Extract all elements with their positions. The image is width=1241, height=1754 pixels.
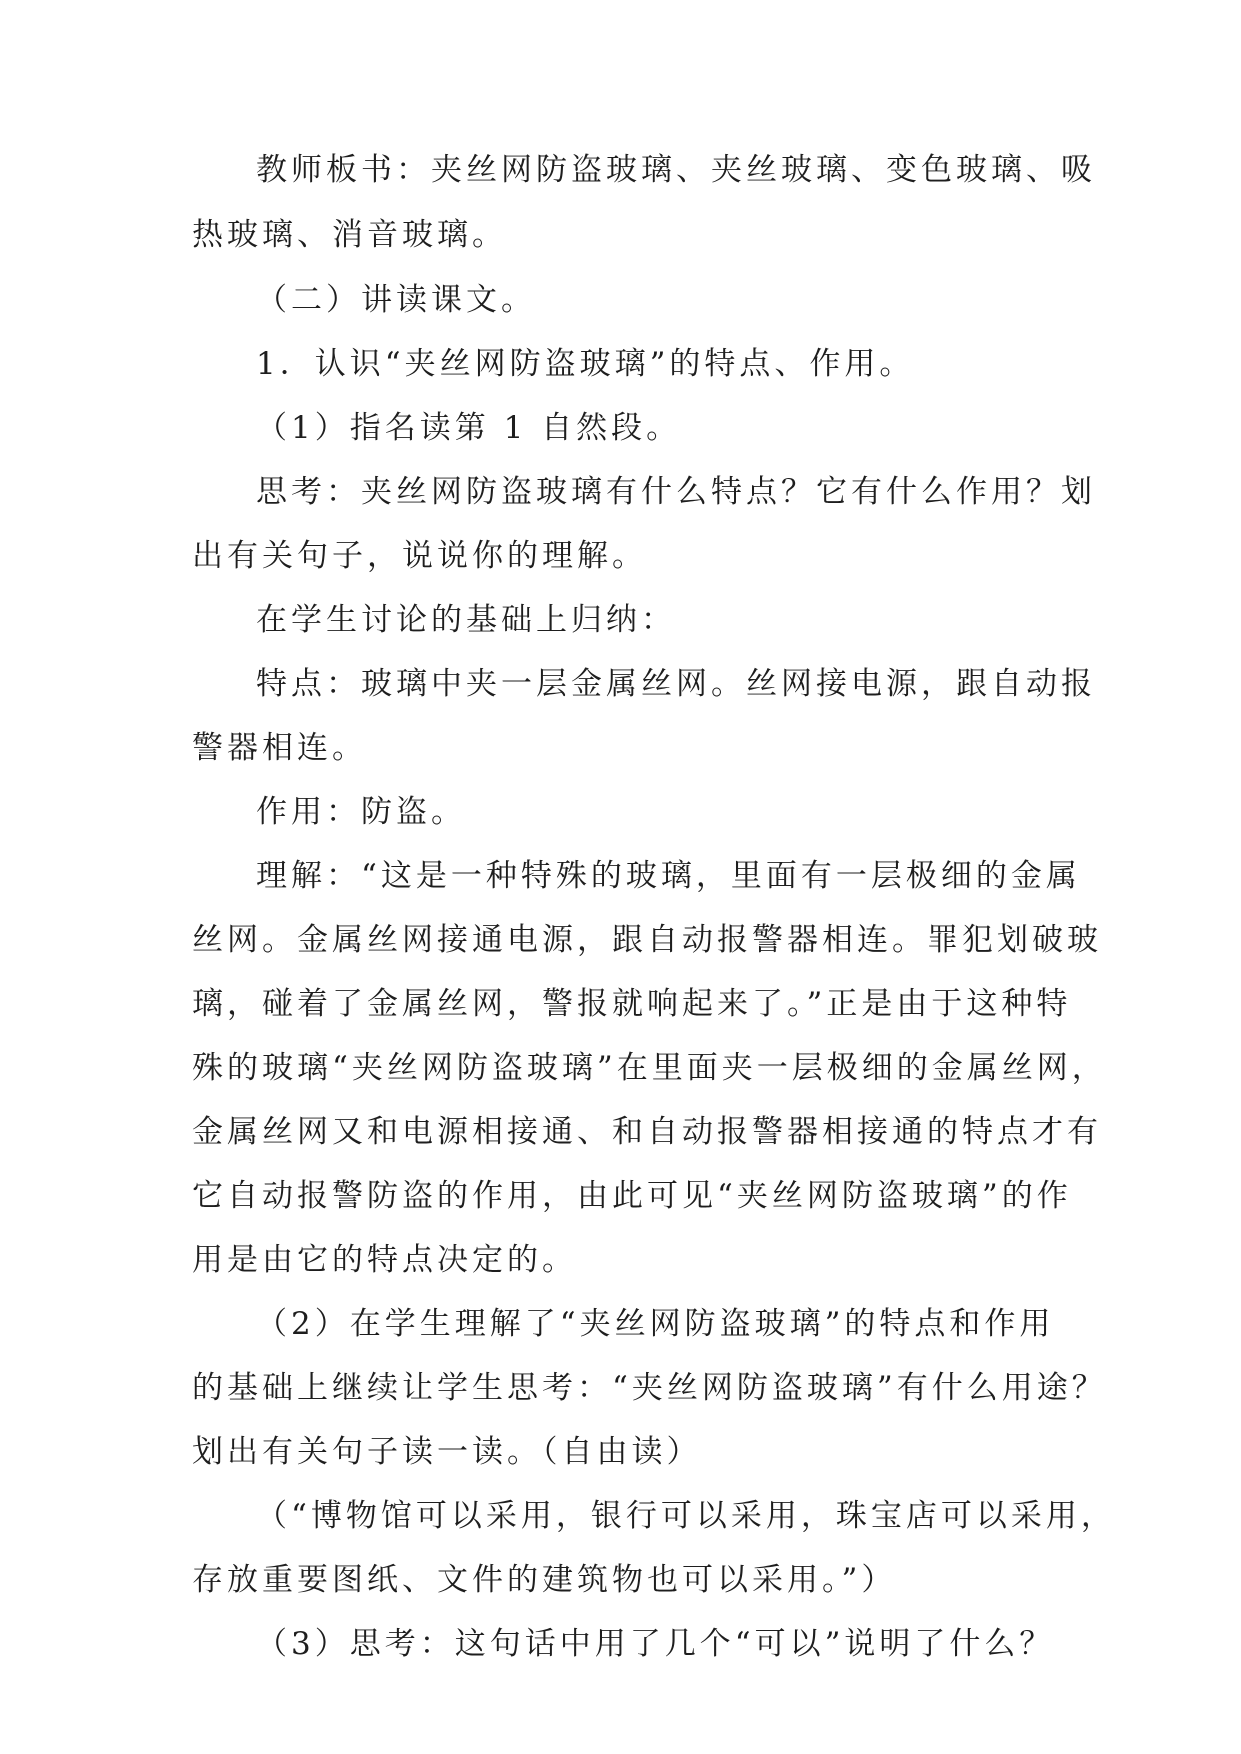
text-line: 特点：玻璃中夹一层金属丝网。丝网接电源，跟自动报 <box>256 666 1096 702</box>
text-line: 热玻璃、消音玻璃。 <box>192 217 507 253</box>
text-line: （3）思考：这句话中用了几个“可以”说明了什么？ <box>256 1626 1055 1662</box>
text-line: 出有关句子，说说你的理解。 <box>192 538 647 574</box>
text-line: 划出有关句子读一读。（自由读） <box>192 1434 702 1470</box>
text-line: （2）在学生理解了“夹丝网防盗玻璃”的特点和作用 <box>256 1306 1055 1342</box>
text-line: 它自动报警防盗的作用，由此可见“夹丝网防盗玻璃”的作 <box>192 1178 1072 1214</box>
text-line: 用是由它的特点决定的。 <box>192 1242 577 1278</box>
text-line: 的基础上继续让学生思考：“夹丝网防盗玻璃”有什么用途？ <box>192 1370 1107 1406</box>
text-line: 警器相连。 <box>192 730 367 766</box>
text-line: 思考：夹丝网防盗玻璃有什么特点？它有什么作用？划 <box>256 474 1096 510</box>
text-line: 丝网。金属丝网接通电源，跟自动报警器相连。罪犯划破玻 <box>192 922 1102 958</box>
text-line: 1．认识“夹丝网防盗玻璃”的特点、作用。 <box>256 346 915 382</box>
text-line: （1）指名读第 1 自然段。 <box>256 410 682 446</box>
text-line: 理解：“这是一种特殊的玻璃，里面有一层极细的金属 <box>256 858 1081 894</box>
text-line: 作用：防盗。 <box>256 794 466 830</box>
text-line: 璃，碰着了金属丝网，警报就响起来了。”正是由于这种特 <box>192 986 1072 1022</box>
text-line: 教师板书：夹丝网防盗玻璃、夹丝玻璃、变色玻璃、吸 <box>256 152 1096 188</box>
text-line: 在学生讨论的基础上归纳： <box>256 602 676 638</box>
text-line: 殊的玻璃“夹丝网防盗玻璃”在里面夹一层极细的金属丝网， <box>192 1050 1107 1086</box>
text-line: 存放重要图纸、文件的建筑物也可以采用。”） <box>192 1562 897 1598</box>
text-line: （“博物馆可以采用，银行可以采用，珠宝店可以采用， <box>256 1498 1116 1534</box>
text-line: 金属丝网又和电源相接通、和自动报警器相接通的特点才有 <box>192 1114 1102 1150</box>
text-line: （二）讲读课文。 <box>256 282 536 318</box>
